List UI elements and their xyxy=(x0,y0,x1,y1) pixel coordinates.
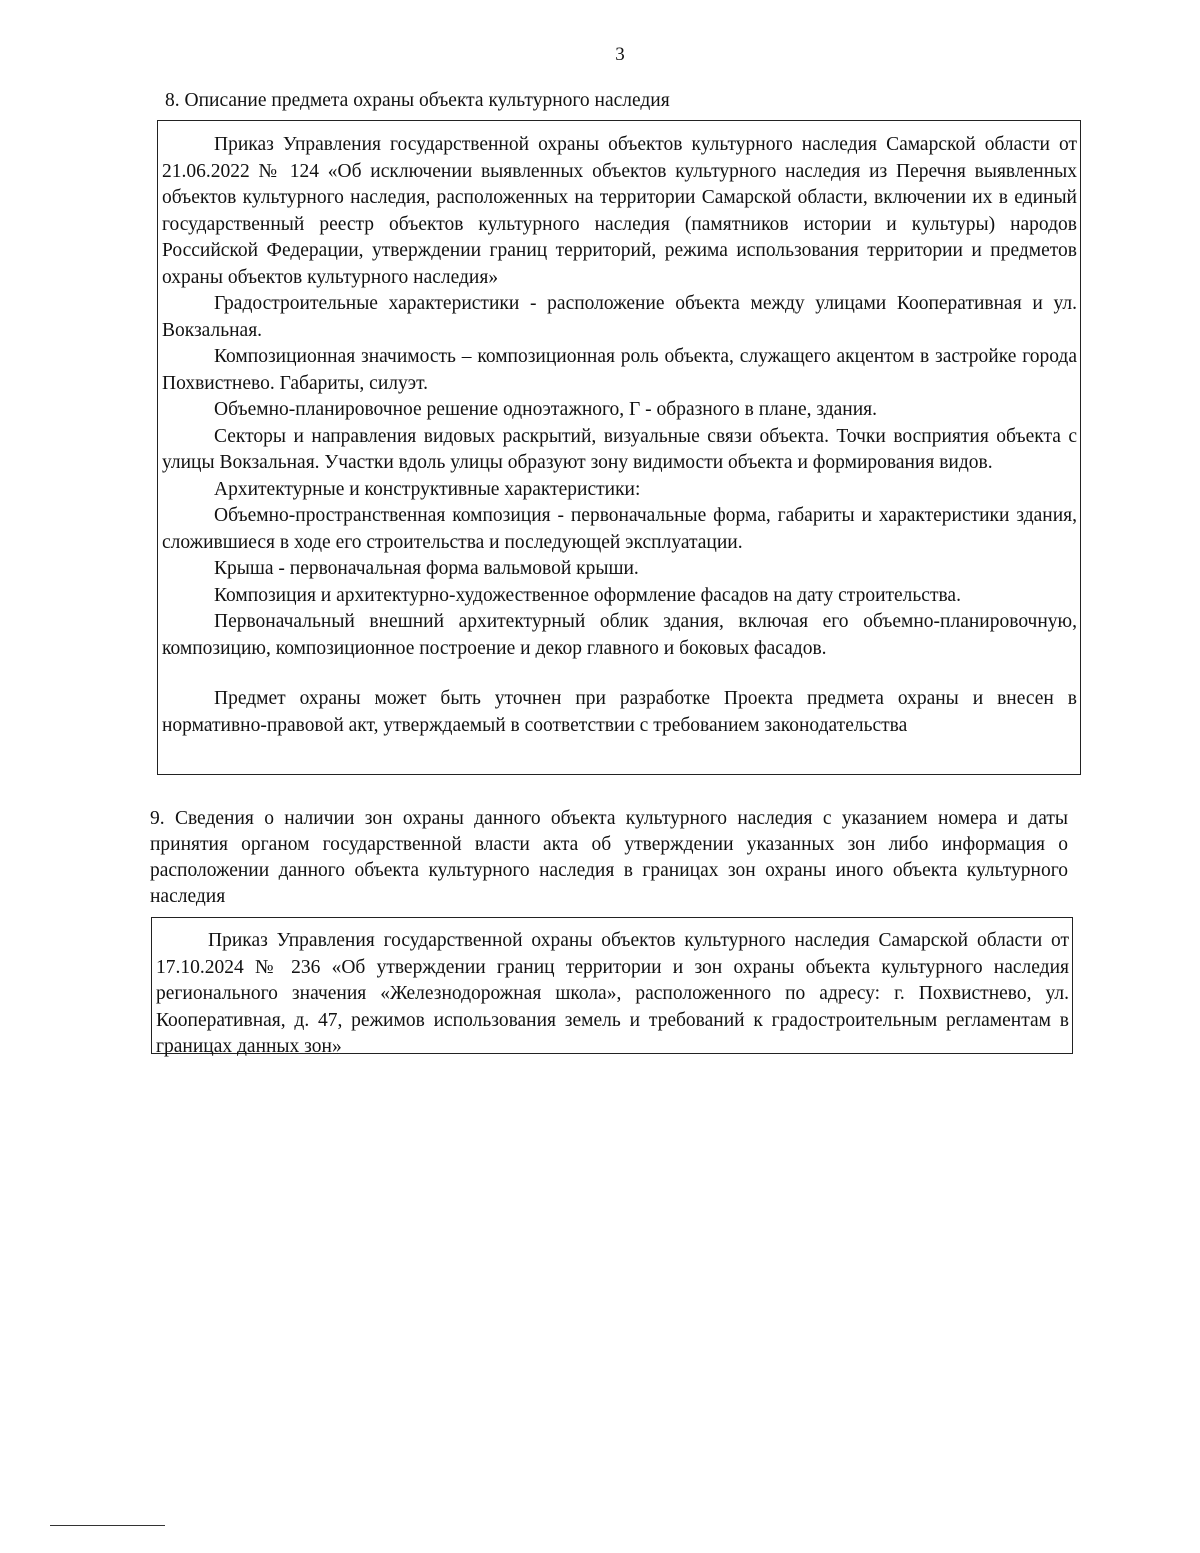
section-8-paragraph-4: Объемно-планировочное решение одноэтажного, Г - образного в плане, здания. xyxy=(214,399,878,420)
section-8-paragraph-5: Секторы и направления видовых раскрытий, визуальные связи объекта. Точки восприятия объекта с улицы Вокзальная. Участки вдоль улицы образуют зону видимости объекта и формирования видов. xyxy=(162,425,1077,473)
footnote-divider xyxy=(50,1525,165,1526)
section-8-paragraph-6: Архитектурные и конструктивные характеристики: xyxy=(214,478,641,500)
section-8-paragraph-10: Первоначальный внешний архитектурный облик здания, включая его объемно-планировочную, композицию, композиционное построение и декор главного и боковых фасадов. xyxy=(162,611,1077,659)
section-8-note: Предмет охраны может быть уточнен при разработке Проекта предмета охраны и внесен в нормативно-правовой акт, утверждаемый в соответствии с требованием законодательства xyxy=(162,688,1077,736)
section-9-paragraph: Приказ Управления государственной охраны объектов культурного наследия Самарской области от 17.10.2024 № 236 «Об утверждении границ территории и зон охраны объекта культурного наследия регионального значения «Железнодорожная школа», расположенного по адресу: г. Похвистнево, ул. Кооперативная, д. 47, режимов использования земель и требований к градостроительным регламентам в границах данных зон» xyxy=(156,930,1069,1057)
section-8-paragraph-8: Крыша - первоначальная форма вальмовой крыши. xyxy=(214,558,639,579)
section-9-content-box xyxy=(151,917,1073,1057)
section-8-content-box xyxy=(157,120,1081,775)
section-8-paragraph-2: Градостроительные характеристики - расположение объекта между улицами Кооперативная и ул. Вокзальная. xyxy=(162,293,1077,341)
section-9-heading: 9. Сведения о наличии зон охраны данного объекта культурного наследия с указанием номера и даты принятия органом государственной власти акта об утверждении указанных зон либо информация о расположении данного объекта культурного наследия в границах зон охраны иного объекта культурного наследия xyxy=(150,808,1068,907)
section-8-heading: 8. Описание предмета охраны объекта культурного наследия xyxy=(165,90,670,111)
section-8-paragraph-3: Композиционная значимость – композиционная роль объекта, служащего акцентом в застройке города Похвистнево. Габариты, силуэт. xyxy=(162,346,1077,394)
page-number: 3 xyxy=(615,44,625,65)
section-8-paragraph-1: Приказ Управления государственной охраны объектов культурного наследия Самарской области от 21.06.2022 № 124 «Об исключении выявленных объектов культурного наследия из Перечня выявленных объектов культурного наследия, расположенных на территории Самарской области, включении их в единый государственный реестр объектов культурного наследия (памятников истории и культуры) народов Российской Федерации, утверждении границ территорий, режима использования территории и предметов охраны объектов культурного наследия» xyxy=(162,134,1077,288)
section-8-paragraph-7: Объемно-пространственная композиция - первоначальные форма, габариты и характеристики здания, сложившиеся в ходе его строительства и последующей эксплуатации. xyxy=(162,505,1077,553)
section-8-paragraph-9: Композиция и архитектурно-художественное оформление фасадов на дату строительства. xyxy=(214,584,961,606)
